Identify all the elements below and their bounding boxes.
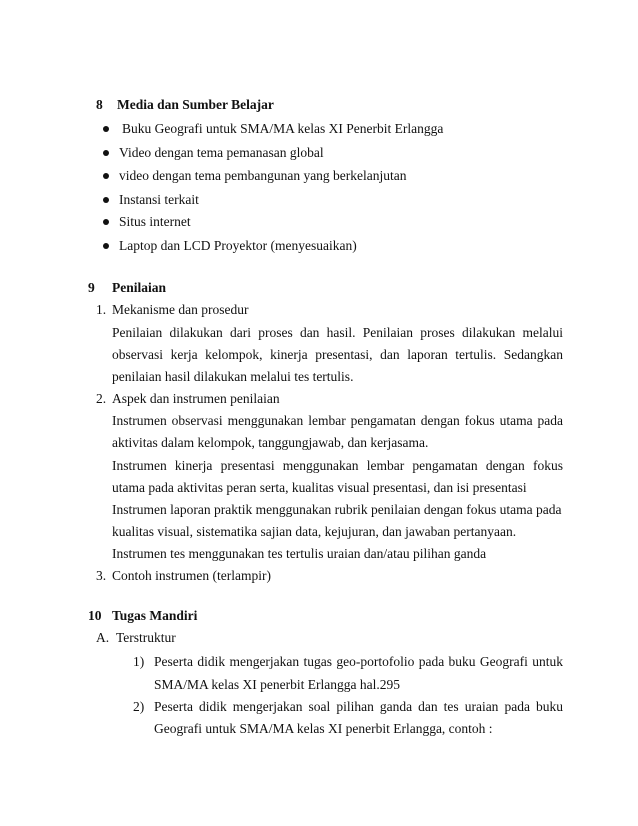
bullet-icon (103, 243, 109, 249)
paragraph-line: Instrumen kinerja presentasi menggunakan lembar pengamatan dengan fokus (112, 458, 563, 473)
paragraph-line: observasi kerja kelompok, kinerja presentasi, dan laporan tertulis. Sedangkan (112, 347, 563, 362)
paragraph-line: SMA/MA kelas XI penerbit Erlangga hal.295 (154, 677, 400, 692)
bullet-icon (103, 219, 109, 225)
section-10-title: Tugas Mandiri (112, 608, 198, 623)
paragraph-line: Penilaian dilakukan dari proses dan hasil. Penilaian proses dilakukan melalui (112, 325, 563, 340)
paragraph-line: Instrumen tes menggunakan tes tertulis uraian dan/atau pilihan ganda (112, 546, 487, 561)
list-item: Video dengan tema pemanasan global (119, 145, 324, 160)
list-marker: 1. (96, 302, 107, 317)
section-8-title: Media dan Sumber Belajar (117, 97, 274, 112)
paragraph-line: aktivitas dalam kelompok, tanggungjawab, dan kerjasama. (112, 435, 429, 450)
list-item: Instansi terkait (119, 192, 199, 207)
list-marker: 3. (96, 568, 107, 583)
list-item: video dengan tema pembangunan yang berkelanjutan (119, 168, 407, 183)
paragraph-line: Geografi untuk SMA/MA kelas XI penerbit Erlangga, contoh : (154, 721, 493, 736)
paragraph-line: Peserta didik mengerjakan tugas geo-portofolio pada buku Geografi untuk (154, 654, 563, 669)
list-marker: 2. (96, 391, 107, 406)
subsection-title: Mekanisme dan prosedur (112, 302, 249, 317)
subsection-title: Aspek dan instrumen penilaian (112, 391, 280, 406)
subsection-title: Contoh instrumen (terlampir) (112, 568, 271, 583)
paragraph-line: penilaian hasil dilakukan melalui tes tertulis. (112, 369, 354, 384)
paragraph-line: Instrumen observasi menggunakan lembar pengamatan dengan fokus utama pada (112, 413, 563, 428)
bullet-icon (103, 126, 109, 132)
paragraph-line: kualitas visual, sistematika sajian data, kejujuran, dan jawaban pertanyaan. (112, 524, 517, 539)
section-9-title: Penilaian (112, 280, 167, 295)
list-item: Situs internet (119, 214, 191, 229)
subsection-title: Terstruktur (116, 630, 176, 645)
bullet-icon (103, 150, 109, 156)
section-8-number: 8 (96, 97, 103, 112)
section-10-number: 10 (88, 608, 102, 623)
section-9-number: 9 (88, 280, 95, 295)
bullet-icon (103, 173, 109, 179)
bullet-icon (103, 197, 109, 203)
list-marker: A. (96, 630, 110, 645)
paragraph-line: utama pada aktivitas peran serta, kualitas visual presentasi, dan isi presentasi (112, 480, 527, 495)
list-marker: 2) (133, 699, 145, 714)
paragraph-line: Peserta didik mengerjakan soal pilihan ganda dan tes uraian pada buku (154, 699, 563, 714)
list-item: Buku Geografi untuk SMA/MA kelas XI Penerbit Erlangga (122, 121, 444, 136)
paragraph-line: Instrumen laporan praktik menggunakan rubrik penilaian dengan fokus utama pada (112, 502, 562, 517)
list-marker: 1) (133, 654, 145, 669)
list-item: Laptop dan LCD Proyektor (menyesuaikan) (119, 238, 357, 253)
